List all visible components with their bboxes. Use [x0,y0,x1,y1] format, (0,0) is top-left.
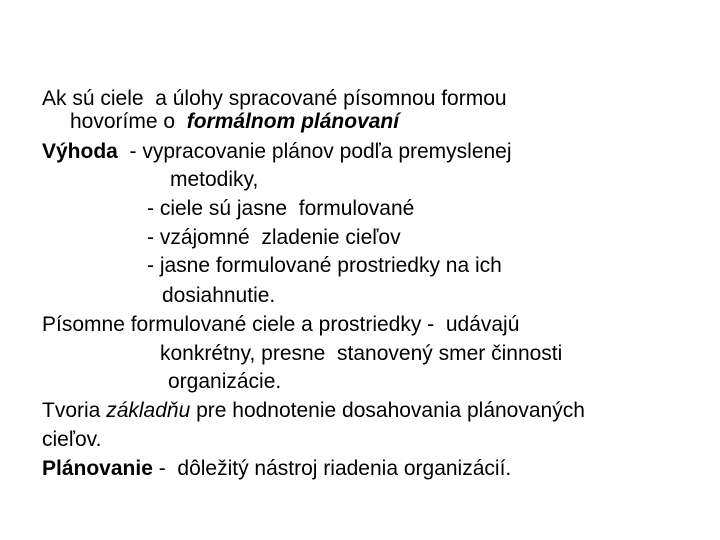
advantage-text-6: dosiahnutie. [162,284,276,307]
advantage-text-4: - vzájomné zladenie cieľov [147,226,401,249]
written-line-3 [168,367,281,396]
intro-line-2 [70,107,399,136]
written-text-3: organizácie. [168,370,282,393]
advantage-line-2 [170,165,258,194]
advantage-text-3: - ciele sú jasne formulované [147,197,415,220]
advantage-line-4 [147,223,401,252]
planning-label: Plánovanie [42,457,153,480]
advantage-text-5: - jasne formulované prostriedky na ich [147,254,502,277]
advantage-text-2: metodiky, [170,168,259,191]
intro-text: Ak sú ciele a úlohy spracované písomnou formou [42,87,507,110]
intro-text-2: hovoríme o [70,110,187,133]
advantage-line-6 [162,281,275,310]
advantage-label: Výhoda [42,140,118,163]
advantage-line-5 [147,251,502,280]
basis-text-prefix: Tvoria [42,399,107,422]
planning-text: - dôležitý nástroj riadenia organizácií. [152,457,512,480]
written-text-1: Písomne formulované ciele a prostriedky - udávajú [42,313,520,336]
advantage-text-1: - vypracovanie plánov podľa premyslenej [117,140,512,163]
planning-line [42,454,511,483]
basis-text-2: cieľov. [42,428,102,451]
basis-term: základňu [106,399,191,422]
basis-line-1 [42,396,585,425]
formal-planning-term: formálnom plánovaní [186,110,400,133]
written-line-1 [42,310,519,339]
basis-text-suffix: pre hodnotenie dosahovania plánovaných [190,399,585,422]
advantage-line-1 [42,137,512,166]
advantage-line-3 [147,194,414,223]
written-line-2 [160,339,562,368]
basis-line-2 [42,425,101,454]
written-text-2: konkrétny, presne stanovený smer činnosti [160,342,563,365]
